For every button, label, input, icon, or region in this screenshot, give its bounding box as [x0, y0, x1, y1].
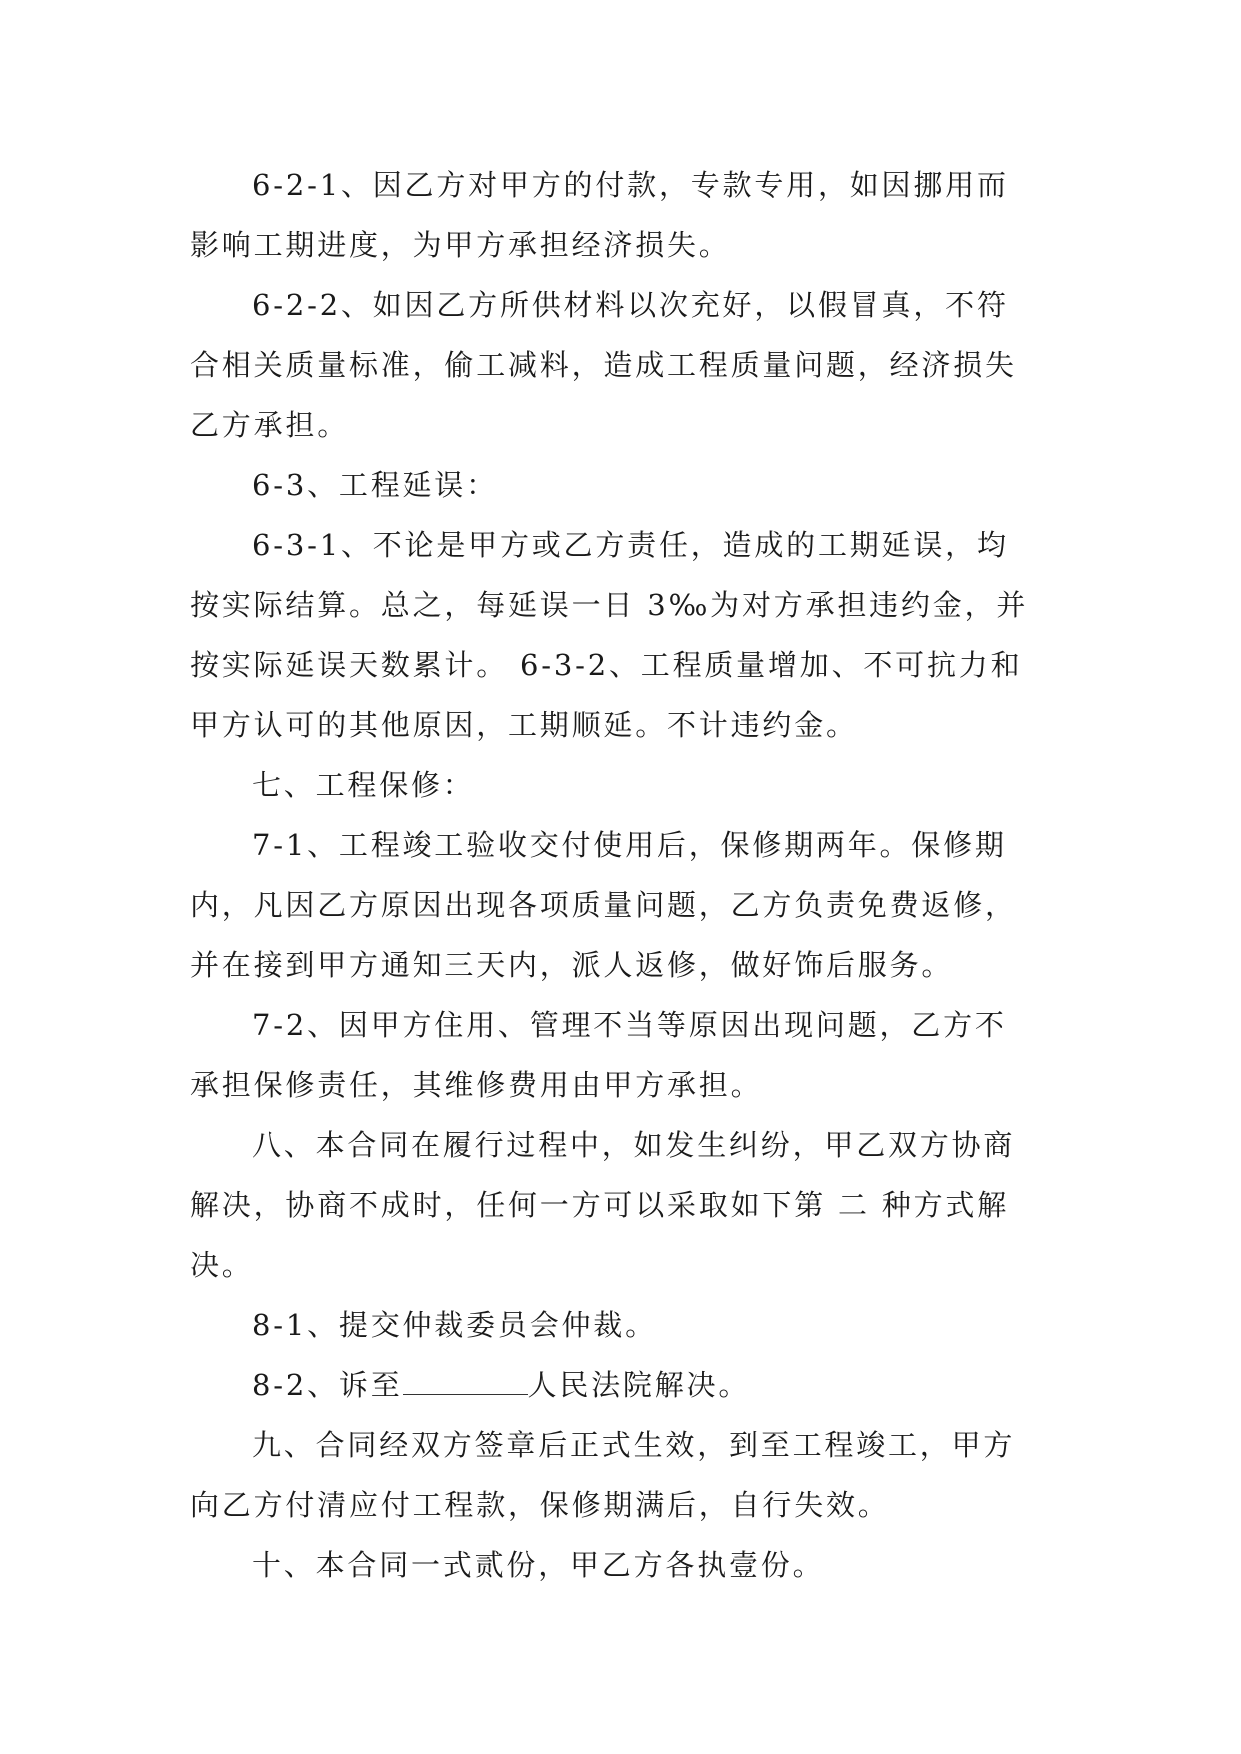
- section-7-heading: [190, 755, 1050, 815]
- clause-6-3-1: [190, 515, 1050, 755]
- clause-8-1: [190, 1295, 1050, 1355]
- text-line: 解决，协商不成时，任何一方可以采取如下第 二 种方式解: [190, 1188, 1010, 1222]
- text-line: 八、本合同在履行过程中，如发生纠纷，甲乙双方协商: [252, 1128, 1016, 1162]
- text-line: 6-2-1、因乙方对甲方的付款，专款专用，如因挪用而: [252, 168, 1009, 202]
- clause-6-2-1: [190, 155, 1050, 275]
- text-line: 十、本合同一式贰份，甲乙方各执壹份。: [252, 1548, 825, 1582]
- text-line: [190, 1355, 1050, 1415]
- text-line: 按实际延误天数累计。 6-3-2、工程质量增加、不可抗力和: [190, 648, 1023, 682]
- text-line: 6-3-1、不论是甲方或乙方责任，造成的工期延误，均: [252, 528, 1009, 562]
- text-line: 7-1、工程竣工验收交付使用后，保修期两年。保修期: [252, 828, 1007, 862]
- text-line: 决。: [190, 1248, 254, 1282]
- section-10: [190, 1535, 1050, 1595]
- clause-8-2-suffix: 人民法院解决。: [527, 1368, 751, 1402]
- section-9: [190, 1415, 1050, 1535]
- clause-6-3-heading: [190, 455, 1050, 515]
- text-line: 6-2-2、如因乙方所供材料以次充好，以假冒真，不符: [252, 288, 1009, 322]
- text-line: 七、工程保修：: [252, 768, 475, 802]
- text-line: 内，凡因乙方原因出现各项质量问题，乙方负责免费返修，: [190, 888, 1017, 922]
- section-8: [190, 1115, 1050, 1295]
- clause-7-1: [190, 815, 1050, 995]
- clause-8-2-prefix: 8-2、诉至: [252, 1368, 403, 1402]
- text-line: 8-1、提交仲裁委员会仲裁。: [252, 1308, 657, 1342]
- text-line: 向乙方付清应付工程款，保修期满后，自行失效。: [190, 1488, 890, 1522]
- text-line: 乙方承担。: [190, 408, 350, 442]
- text-line: 九、合同经双方签章后正式生效，到至工程竣工，甲方: [252, 1428, 1016, 1462]
- text-line: 合相关质量标准，偷工减料，造成工程质量问题，经济损失: [190, 348, 1017, 382]
- court-name-blank: [403, 1372, 528, 1395]
- text-line: 6-3、工程延误：: [252, 468, 498, 502]
- text-line: 甲方认可的其他原因，工期顺延。不计违约金。: [190, 708, 858, 742]
- text-line: 7-2、因甲方住用、管理不当等原因出现问题，乙方不: [252, 1008, 1007, 1042]
- text-line: 并在接到甲方通知三天内，派人返修，做好饰后服务。: [190, 948, 954, 982]
- text-line: 影响工期进度，为甲方承担经济损失。: [190, 228, 731, 262]
- clause-7-2: [190, 995, 1050, 1115]
- text-line: 承担保修责任，其维修费用由甲方承担。: [190, 1068, 763, 1102]
- clause-6-2-2: [190, 275, 1050, 455]
- text-line: 按实际结算。总之，每延误一日 3‰为对方承担违约金，并: [190, 588, 1029, 622]
- clause-8-2: [190, 1355, 1050, 1415]
- document-body: [190, 155, 1050, 1595]
